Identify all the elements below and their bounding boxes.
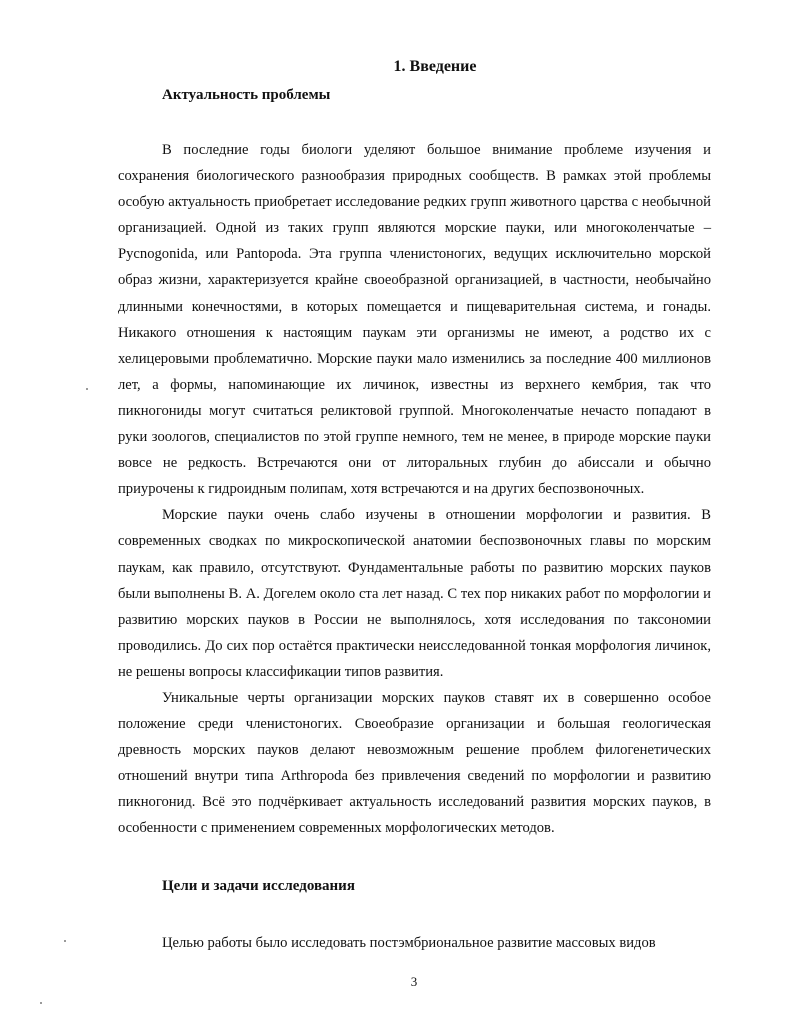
scan-speck xyxy=(40,1002,42,1004)
goals-section-body xyxy=(118,930,711,956)
paragraph: В последние годы биологи уделяют большое внимание проблеме изучения и сохранения биологического разнообразия природных сообществ. В рамках этой проблемы особую актуальность приобретает исследование редких групп животного царства с необычной организацией. Одной из таких групп являются морские пауки, или многоколенчатые – Pycnogonida, или Pantopoda. Эта группа членистоногих, ведущих исключительно морской образ жизни, характеризуется крайне своеобразной организацией, в частности, необычайно длинными конечностями, в которых помещается и пищеварительная система, и гонады. Никакого отношения к настоящим паукам эти организмы не имеют, а родство их с хелицеровыми проблематично. Морские пауки мало изменились за последние 400 миллионов лет, а формы, напоминающие их личинок, известны из верхнего кембрия, так что пикногониды могут считаться реликтовой группой. Многоколенчатые нечасто попадают в руки зоологов, специалистов по этой группе немного, тем не менее, в природе морские пауки вовсе не редкость. Встречаются они от литоральных глубин до абиссали и обычно приурочены к гидроидным полипам, хотя встречаются и на других беспозвоночных. xyxy=(118,142,711,498)
chapter-title: 1. Введение xyxy=(393,58,477,75)
section-heading-relevance: Актуальность проблемы xyxy=(162,87,331,103)
paragraph: Уникальные черты организации морских пауков ставят их в совершенно особое положение среди членистоногих. Своеобразие организации и большая геологическая древность морских пауков делают невозможным решение проблем филогенетических отношений внутри типа Arthropoda без привлечения сведений по морфологии и развитию пикногонид. Всё это подчёркивает актуальность исследований развития морских пауков, в особенности с применением современных морфологических методов. xyxy=(118,689,711,837)
page-number: 3 xyxy=(410,974,418,989)
paragraph: Целью работы было исследовать постэмбриональное развитие массовых видов xyxy=(162,935,656,951)
paragraph: Морские пауки очень слабо изучены в отношении морфологии и развития. В современных сводках по микроскопической анатомии беспозвоночных главы по морским паукам, как правило, отсутствуют. Фундаментальные работы по развитию морских пауков были выполнены В. А. Догелем около ста лет назад. С тех пор никаких работ по морфологии и развитию морских пауков в России не выполнялось, хотя исследования по таксономии проводились. До сих пор остаётся практически неисследованной тонкая морфология личинок, не решены вопросы классификации типов развития. xyxy=(118,507,711,680)
scan-speck xyxy=(86,388,88,390)
scan-speck xyxy=(64,940,66,942)
relevance-section-body xyxy=(118,137,711,842)
section-heading-goals: Цели и задачи исследования xyxy=(162,878,355,894)
